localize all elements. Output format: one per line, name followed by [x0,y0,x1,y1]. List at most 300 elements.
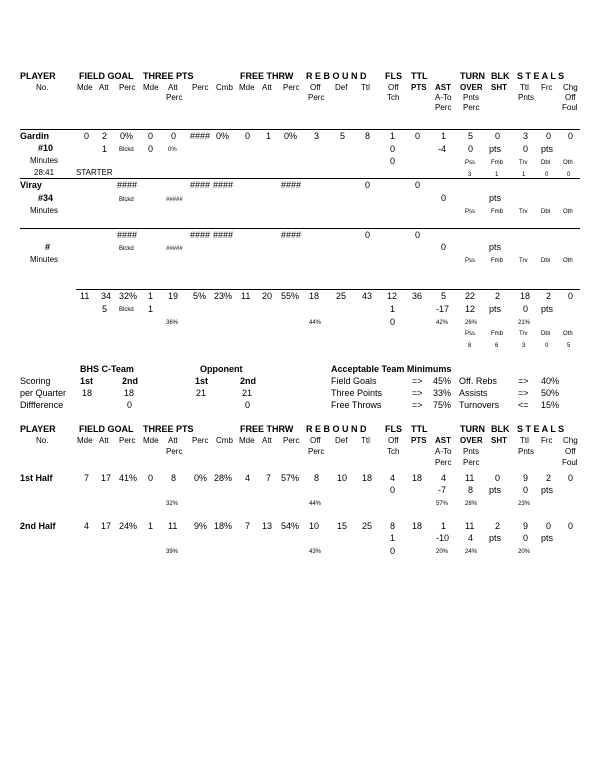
cell: pts [489,193,502,203]
steals-header: S T E A L S [517,71,565,81]
cell: 0 [245,131,251,141]
cell: 24% [465,549,478,555]
cell: 0 [127,400,133,410]
player-header: PLAYER [20,71,56,81]
ast-header: AST [435,436,451,445]
minutes-label: Minutes [30,156,59,165]
field-goal-header: FIELD GOAL [79,424,134,434]
cell: -4 [438,144,447,154]
opponent-label: Opponent [200,364,243,374]
a-to-perc-header: Perc [435,458,452,467]
fg-perc-header: Perc [119,436,136,445]
cell: 0 [568,473,574,483]
cell: 20 [262,291,273,301]
cell: 42% [436,320,449,326]
stl-ttl-header: Ttl [520,83,529,92]
cell: Trv [519,331,528,337]
player-number: #10 [38,143,54,153]
over-pnts-header: Pnts [463,447,480,456]
cell: 0 [415,131,421,141]
cell: 24% [119,521,138,531]
cell: 0 [545,343,549,349]
cell: 21 [196,388,207,398]
cell: 1 [441,131,447,141]
cell: 11 [168,521,178,531]
a-to-header: A-To [435,93,452,102]
cell: 18 [124,388,135,398]
cell: #### [281,230,302,240]
cell: 4 [390,473,396,483]
player-name: Gardin [20,131,50,141]
cell: 75% [433,400,452,410]
cell: Pss [465,258,476,264]
cell: Field Goals [331,376,377,386]
cell: 8 [390,521,396,531]
player-number: #34 [38,193,54,203]
over-perc-header: Perc [463,458,480,467]
cell: 4 [245,473,251,483]
blk-header: BLK [491,424,510,434]
cell: #### [117,180,138,190]
cell: 5% [193,291,207,301]
cell: Fmb [491,209,503,215]
divider [76,289,580,290]
cell: => [412,400,423,410]
three-pts-header: THREE PTS [143,71,194,81]
fls-tch-header: Tch [387,93,400,102]
cell: 11 [241,291,251,301]
cell: #### [281,180,302,190]
cell: 0 [546,521,552,531]
cell: 11 [80,291,90,301]
cell: 3 [314,131,320,141]
tp-mde-header: Mde [143,83,159,92]
cell: 0 [441,193,447,203]
cell: 57% [436,501,449,507]
cell: Pss [465,331,476,337]
cell: Assists [459,388,488,398]
divider [20,228,580,229]
free-thrw-header: FREE THRW [240,424,294,434]
stl-pnts-header: Pnts [518,447,535,456]
player-header: PLAYER [20,424,56,434]
ttl-header: TTL [411,424,428,434]
cell: 1 [266,131,272,141]
cell: 0 [390,317,396,327]
cell: 0 [171,131,177,141]
cell: 12 [465,304,476,314]
free-thrw-header: FREE THRW [240,71,294,81]
reb-ttl-header: Ttl [361,83,370,92]
rebound-header: R E B O U N D [306,71,367,81]
ft-att-header: Att [262,436,272,445]
cell: 1 [102,144,108,154]
tp-att-perc-header: Perc [166,447,183,456]
cell: Oth [563,209,573,215]
three-pts-header: THREE PTS [143,424,194,434]
cell: 1 [441,521,447,531]
cell: 13 [262,521,273,531]
over-header: OVER [460,436,483,445]
cell: 23% [518,501,531,507]
frc-header: Frc [541,83,553,92]
cell: 0 [546,131,552,141]
half-label: 1st Half [20,473,53,483]
ft-perc-header: Perc [283,436,300,445]
cell: 0 [441,242,447,252]
cell: 15 [337,521,348,531]
cell: Trv [519,258,528,264]
cell: 7 [245,521,251,531]
cell: 36 [412,291,423,301]
pts-header: PTS [411,83,427,92]
tp-att-header: Att [168,436,178,445]
fls-tch-header: Tch [387,447,400,456]
reb-off-header: Off [310,83,321,92]
fls-header: FLS [385,424,402,434]
cell: 1 [390,533,396,543]
cell: => [412,376,423,386]
ft-att-header: Att [262,83,272,92]
cell: Dbl [541,258,551,264]
fls-header: FLS [385,71,402,81]
ft-mde-header: Mde [239,83,255,92]
cell: 0% [216,131,230,141]
fg-mde-header: Mde [77,83,93,92]
cell: Trv [519,209,528,215]
over-pnts-header: Pnts [463,93,480,102]
cell: 45% [433,376,452,386]
pts-header: PTS [411,436,427,445]
cell: 43% [309,549,322,555]
cell: per Quarter [20,388,67,398]
cell: #### [190,230,211,240]
chg-off-header: Off [565,447,576,456]
cell: pts [489,144,502,154]
cell: 5 [441,291,447,301]
cell: 7 [266,473,272,483]
cell: => [518,376,529,386]
tp-mde-header: Mde [143,436,159,445]
cell: 18 [412,473,423,483]
minutes-time: 28:41 [34,168,55,177]
cell: 0% [284,131,298,141]
turn-header: TURN [460,424,485,434]
cell: Blckd [119,246,134,252]
cell: 33% [433,388,452,398]
cell: -17 [436,304,450,314]
reb-def-header: Def [335,83,348,92]
fg-mde-header: Mde [77,436,93,445]
cell: 0 [390,144,396,154]
cell: 26% [465,320,478,326]
ttl-header: TTL [411,71,428,81]
cell: 10 [337,473,348,483]
cell: 0 [415,180,421,190]
minutes-label: Minutes [30,206,59,215]
cell: 44% [309,320,322,326]
stl-ttl-header: Ttl [520,436,529,445]
team-label: BHS C-Team [80,364,134,374]
cell: 0 [245,400,251,410]
cell: 18 [520,291,531,301]
player-number: # [45,242,51,252]
cell: pts [489,242,502,252]
cell: 2 [495,521,501,531]
cell: Trv [519,160,528,166]
cell: 32% [119,291,138,301]
chg-off-header: Off [565,93,576,102]
cell: 9 [523,521,529,531]
cell: 17 [101,521,112,531]
cell: 1 [495,172,499,178]
cell: 28% [214,473,233,483]
cell: 41% [119,473,138,483]
cell: 0 [523,485,529,495]
fg-att-header: Att [99,83,109,92]
cell: 11 [465,473,475,483]
cell: 39% [166,549,179,555]
stl-pnts-header: Pnts [518,93,535,102]
cell: 21 [242,388,253,398]
cell: 5 [468,131,474,141]
a-to-header: A-To [435,447,452,456]
reb-def-header: Def [335,436,348,445]
reb-off-perc-header: Perc [308,447,325,456]
cell: 1 [522,172,526,178]
cell: 2nd [122,376,139,386]
sht-header: SHT [491,83,507,92]
cell: Dbl [541,209,551,215]
cell: 18% [214,521,233,531]
cell: 0 [390,546,396,556]
cell: 34 [101,291,112,301]
cell: 9 [523,473,529,483]
cell: 4 [84,521,90,531]
cell: #### [213,180,234,190]
cell: 2 [102,131,108,141]
cell: Off. Rebs [459,376,497,386]
cell: 0 [523,304,529,314]
no-header: No. [36,83,49,92]
cell: Blckd [119,147,134,153]
cell: 57% [281,473,300,483]
no-header: No. [36,436,49,445]
cell: Dbl [541,331,551,337]
cell: pts [541,533,554,543]
player-name: Viray [20,180,42,190]
cell: 4 [468,533,474,543]
field-goal-header: FIELD GOAL [79,71,134,81]
cell: 5 [102,304,108,314]
cell: Fmb [491,258,503,264]
tp-att-header: Att [168,83,178,92]
ft-perc-header: Perc [283,83,300,92]
cell: 1 [390,304,396,314]
cell: 20% [436,549,449,555]
cell: 2 [546,473,552,483]
cell: 7 [84,473,90,483]
cell: ##### [166,246,183,252]
cell: 0 [468,144,474,154]
cell: 0 [84,131,90,141]
cell: 11 [465,521,475,531]
cell: 21% [518,320,531,326]
cell: 0 [148,131,154,141]
cell: 18 [362,473,373,483]
cell: 18 [82,388,93,398]
cell: Blckd [119,197,134,203]
cell: 0 [567,172,571,178]
cell: 1st [80,376,94,386]
cell: Fmb [491,331,503,337]
sht-header: SHT [491,436,507,445]
cell: 1 [390,131,396,141]
frc-header: Frc [541,436,553,445]
cell: 0 [390,156,396,166]
cell: Turnovers [459,400,500,410]
cell: 0 [365,230,371,240]
cell: 12 [387,291,398,301]
cell: 0 [415,230,421,240]
over-perc-header: Perc [463,103,480,112]
cell: 2 [495,291,501,301]
cell: 0 [568,131,574,141]
half-label: 2nd Half [20,521,56,531]
cell: 54% [281,521,300,531]
cell: 0 [390,485,396,495]
cell: 0 [148,473,154,483]
cell: 23% [214,291,233,301]
cell: 36% [166,320,179,326]
cell: 1st [195,376,209,386]
divider [20,178,580,179]
tp-perc-header: Perc [192,83,209,92]
cell: 55% [281,291,300,301]
cell: Oth [563,258,573,264]
cell: -7 [438,485,447,495]
minutes-label: Minutes [30,255,59,264]
cell: 5 [567,343,571,349]
cell: 20% [518,549,531,555]
rebound-header: R E B O U N D [306,424,367,434]
a-to-perc-header: Perc [435,103,452,112]
cell: 8 [171,473,177,483]
steals-header: S T E A L S [517,424,565,434]
cell: pts [489,485,502,495]
cell: 6 [495,343,499,349]
cell: pts [489,304,502,314]
cell: Oth [563,160,573,166]
cell: Fmb [491,160,503,166]
cell: ##### [166,197,183,203]
ft-mde-header: Mde [239,436,255,445]
cell: 9% [194,521,208,531]
fg-att-header: Att [99,436,109,445]
cell: 0 [148,144,154,154]
reb-off-perc-header: Perc [308,93,325,102]
cell: 3 [523,131,529,141]
cell: Dbl [541,160,551,166]
cell: #### [190,131,211,141]
turn-header: TURN [460,71,485,81]
cell: 2nd [240,376,257,386]
tp-perc-header: Perc [192,436,209,445]
cell: 0% [194,473,208,483]
cell: 3 [522,343,526,349]
cell: 5 [340,131,346,141]
cell: 8 [468,343,472,349]
cell: 3 [468,172,472,178]
cmb-header: Cmb [216,83,233,92]
cell: 0% [120,131,134,141]
cell: 19 [168,291,179,301]
cell: => [412,388,423,398]
cell: 1 [148,521,154,531]
cell: 44% [309,501,322,507]
cell: 0 [523,144,529,154]
cell: => [518,388,529,398]
cell: Scoring [20,376,51,386]
cell: Diffference [20,400,64,410]
fls-off-header: Off [388,436,399,445]
cell: 0% [168,147,177,153]
cell: 25 [336,291,347,301]
cell: 1 [148,291,154,301]
cell: 28% [465,501,478,507]
reb-off-header: Off [310,436,321,445]
cell: Blckd [119,307,134,313]
cell: pts [489,533,502,543]
cell: <= [518,400,529,410]
cell: 8 [365,131,371,141]
cell: Free Throws [331,400,382,410]
blk-header: BLK [491,71,510,81]
cell: -10 [436,533,450,543]
starter-label: STARTER [76,168,113,177]
chg-header: Chg [563,83,578,92]
cell: #### [213,230,234,240]
cell: 4 [441,473,447,483]
fls-off-header: Off [388,83,399,92]
cell: Three Points [331,388,383,398]
cell: 8 [314,473,320,483]
cell: 1 [148,304,154,314]
cell: 0 [523,533,529,543]
cell: pts [541,144,554,154]
cell: 15% [541,400,560,410]
cmb-header: Cmb [216,436,233,445]
cell: 10 [309,521,320,531]
fg-perc-header: Perc [119,83,136,92]
cell: 0 [365,180,371,190]
cell: 2 [546,291,552,301]
cell: 0 [495,131,501,141]
cell: pts [541,304,554,314]
cell: 22 [465,291,476,301]
cell: 43 [362,291,373,301]
cell: 8 [468,485,474,495]
cell: 0 [495,473,501,483]
cell: Pss [465,160,476,166]
minimums-title: Acceptable Team Minimums [331,364,452,374]
over-header: OVER [460,83,483,92]
cell: 18 [412,521,423,531]
ast-header: AST [435,83,451,92]
cell: 18 [309,291,320,301]
chg-foul-header: Foul [562,458,578,467]
cell: pts [541,485,554,495]
